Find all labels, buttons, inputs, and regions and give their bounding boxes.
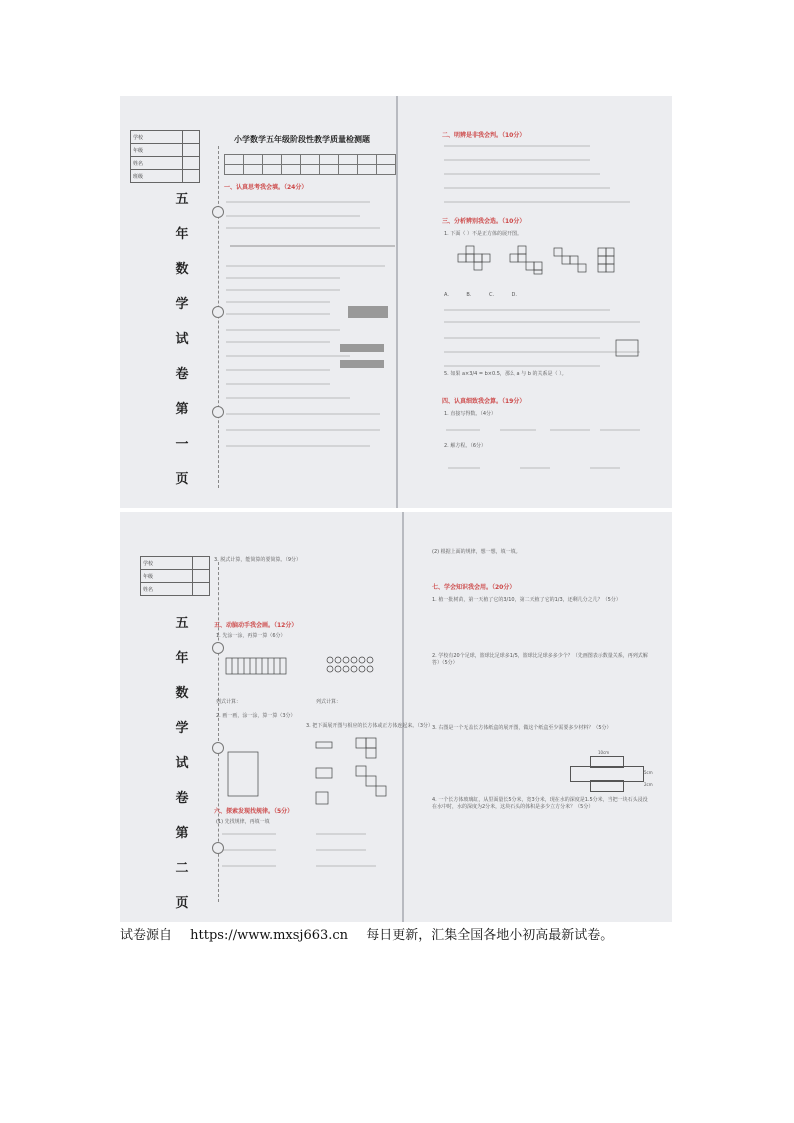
section-heading: 一、认真思考我会填。（24分） — [224, 184, 308, 191]
box-net-bottom — [590, 780, 624, 792]
page-fold — [396, 96, 398, 508]
vertical-page-title — [172, 612, 192, 911]
section-heading: 七、学会知识我会用。（20分） — [432, 584, 516, 591]
vertical-char: 页 — [175, 472, 189, 487]
question-text: 1. 直接写得数。（4分） — [444, 411, 497, 417]
student-info-table — [140, 556, 210, 596]
vertical-char: 一 — [175, 437, 189, 452]
info-label: 姓名 — [141, 583, 193, 596]
question-text: 3. 右图是一个无盖长方体纸盒的展开图，做这个纸盒至少需要多少材料？（5分） — [432, 725, 612, 731]
choice-label: A — [444, 292, 448, 298]
dimension-label: 5cm — [644, 770, 653, 775]
vertical-char: 数 — [175, 262, 189, 277]
section-heading: 六、探索发现找规律。（5分） — [214, 808, 294, 815]
match-figures — [216, 732, 402, 812]
question-text: (1) 先找规律，再填一填 — [216, 819, 270, 825]
vertical-char: 卷 — [175, 367, 189, 382]
vertical-char: 页 — [175, 896, 189, 911]
choice-label: B — [466, 292, 470, 298]
exam-photo-page-two — [120, 512, 672, 922]
question-text: (2) 根据上面的规律，想一想，填一填。 — [432, 549, 521, 555]
judge-questions — [440, 140, 660, 210]
choice-label: C — [488, 292, 493, 298]
vertical-char: 五 — [175, 192, 189, 207]
vertical-page-title — [172, 188, 192, 487]
section-heading: 四、认真细致我会算。（19分） — [442, 398, 526, 405]
score-table — [224, 154, 396, 175]
calc-block — [440, 418, 660, 498]
vertical-char: 学 — [175, 721, 189, 736]
choice-label: D — [511, 292, 516, 298]
vertical-char: 第 — [175, 402, 189, 417]
section-heading: 三、分析辨别我会选。（10分） — [442, 218, 526, 225]
source-label: 试卷源自 — [120, 928, 173, 943]
info-label: 学校 — [131, 131, 183, 144]
source-footer — [120, 924, 627, 943]
question-text: 5. 如果 a×3/4 = b×0.5，那么 a 与 b 的关系是（ ）。 — [444, 371, 567, 377]
info-label: 年级 — [131, 144, 183, 157]
vertical-char: 年 — [175, 651, 189, 666]
vertical-char: 五 — [175, 616, 189, 631]
vertical-char: 试 — [175, 332, 189, 347]
footer-slogan: 每日更新，汇集全国各地小初高最新试卷。 — [366, 928, 614, 943]
section-heading: 二、明辨是非我会判。（10分） — [442, 132, 526, 139]
page-fold — [402, 512, 404, 922]
question-text: 3. 把下面展开图与相应的长方体或正方体连起来。（3分） — [306, 723, 434, 729]
info-label: 班级 — [131, 170, 183, 183]
question-text: 2. 学校有20个足球，篮球比足球多1/5，篮球比足球多多少个？（先画图表示数量关系，再列式解答）（5分） — [432, 653, 648, 666]
calc-label: 列式计算： — [216, 699, 242, 705]
question-text: 1. 下面（ ）不是正方体的展开图。 — [444, 231, 522, 237]
cube-nets — [450, 244, 650, 276]
exam-title: 小学数学五年级阶段性教学质量检测题 — [234, 135, 370, 144]
calc-label: 列式计算： — [316, 699, 342, 705]
vertical-char: 学 — [175, 297, 189, 312]
draw-figures — [216, 642, 402, 702]
choice-row: A. B. C. D. — [444, 292, 517, 298]
vertical-char: 卷 — [175, 791, 189, 806]
question-text: 3. 脱式计算，能简算的要简算。（9分） — [214, 557, 302, 563]
question-text: 2. 解方程。（6分） — [444, 443, 487, 449]
question-text: 1. 先涂一涂，再算一算（6分） — [216, 633, 286, 639]
vertical-char: 年 — [175, 227, 189, 242]
section-heading: 五、动脑动手我会画。（12分） — [214, 622, 298, 629]
left-column-content — [220, 194, 396, 494]
vertical-char: 第 — [175, 826, 189, 841]
dimension-label: 10cm — [598, 750, 610, 755]
info-label: 姓名 — [131, 157, 183, 170]
vertical-char: 数 — [175, 686, 189, 701]
dimension-label: 2cm — [644, 782, 653, 787]
exam-photo-page-one — [120, 96, 672, 508]
question-text: 1. 植一批树苗，第一天植了它的3/10，第二天植了它的1/3，还剩几分之几？（5分） — [432, 597, 621, 603]
pattern-block — [216, 828, 402, 888]
vertical-char: 试 — [175, 756, 189, 771]
info-label: 学校 — [141, 557, 193, 570]
question-text: 4. 一个长方体玻璃缸，从里面量长5分米，宽3分米，现在水的深度是1.5分米，当把一块石头浸没在水中时，水的深度为2分米，这块石头的体积是多少立方分米？（5分） — [432, 797, 648, 810]
source-url[interactable]: https://www.mxsj663.cn — [190, 928, 349, 943]
info-label: 年级 — [141, 570, 193, 583]
vertical-char: 二 — [175, 861, 189, 876]
student-info-table — [130, 130, 200, 183]
question-text: 2. 画一画，涂一涂，算一算（3分） — [216, 713, 296, 719]
